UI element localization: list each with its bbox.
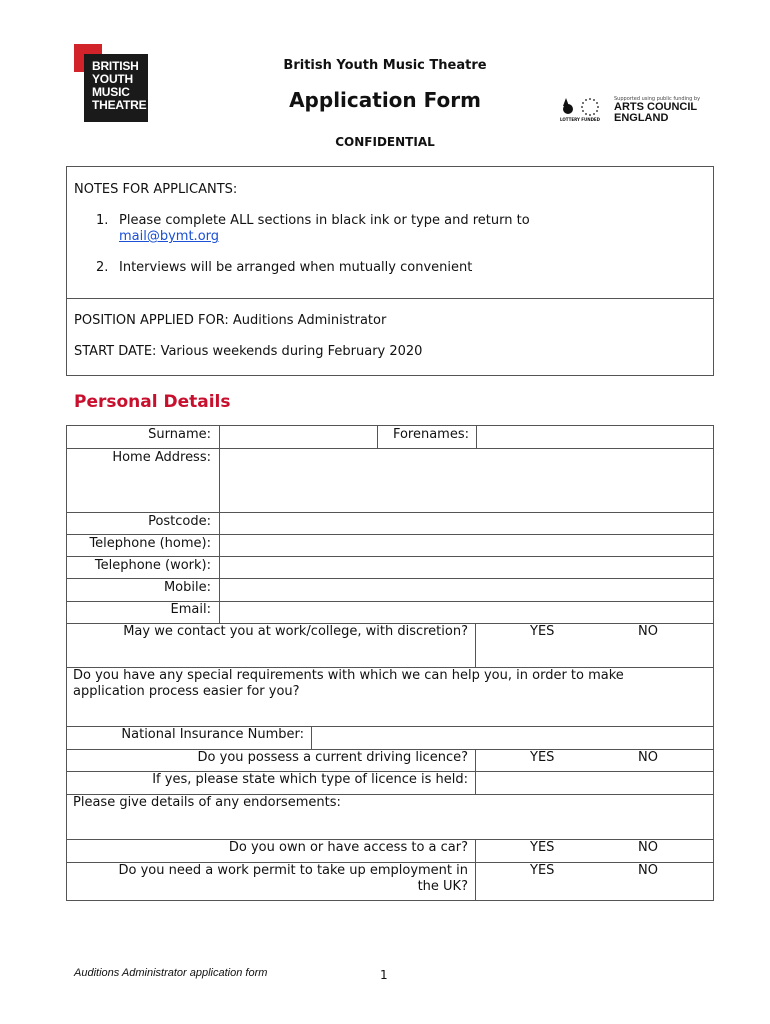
ni-number-label: National Insurance Number: bbox=[121, 727, 304, 742]
logo-line: MUSIC bbox=[92, 85, 130, 99]
page-title: Application Form bbox=[289, 88, 481, 112]
contact-work-question: May we contact you at work/college, with discretion? bbox=[123, 624, 468, 639]
licence-yes-option[interactable]: YES bbox=[530, 750, 555, 765]
contact-yes-option[interactable]: YES bbox=[530, 624, 555, 639]
work-permit-question-cont: the UK? bbox=[417, 879, 468, 894]
lottery-hand-icon bbox=[560, 95, 608, 117]
endorsements-input[interactable] bbox=[67, 815, 713, 839]
notes-divider bbox=[66, 298, 714, 299]
email-label: Email: bbox=[170, 602, 211, 617]
contact-no-option[interactable]: NO bbox=[638, 624, 658, 639]
notes-item-number: 1. bbox=[96, 213, 109, 228]
form-row-border bbox=[66, 900, 714, 901]
start-date: START DATE: Various weekends during February 2020 bbox=[74, 344, 423, 359]
work-permit-question: Do you need a work permit to take up employment in bbox=[118, 863, 468, 878]
notes-item-text: Interviews will be arranged when mutually convenient bbox=[119, 260, 473, 275]
surname-label: Surname: bbox=[148, 427, 211, 442]
postcode-input[interactable] bbox=[220, 513, 713, 534]
org-name: British Youth Music Theatre bbox=[283, 58, 487, 73]
ni-number-input[interactable] bbox=[312, 727, 713, 749]
licence-no-option[interactable]: NO bbox=[638, 750, 658, 765]
position-applied: POSITION APPLIED FOR: Auditions Administrator bbox=[74, 313, 387, 328]
car-yes-option[interactable]: YES bbox=[530, 840, 555, 855]
special-requirements-question: Do you have any special requirements with which we can help you, in order to make bbox=[73, 668, 624, 683]
arts-council-line2: ENGLAND bbox=[614, 112, 669, 124]
telephone-work-input[interactable] bbox=[220, 557, 713, 578]
forenames-label: Forenames: bbox=[392, 427, 469, 442]
special-requirements-question-cont: application process easier for you? bbox=[73, 684, 300, 699]
surname-input[interactable] bbox=[220, 426, 377, 448]
personal-details-form bbox=[66, 425, 714, 900]
telephone-work-label: Telephone (work): bbox=[94, 558, 211, 573]
driving-licence-question: Do you possess a current driving licence? bbox=[197, 750, 468, 765]
notes-heading: NOTES FOR APPLICANTS: bbox=[74, 182, 238, 197]
contact-email-link[interactable]: mail@bymt.org bbox=[119, 229, 220, 244]
lottery-label: LOTTERY FUNDED bbox=[560, 117, 600, 122]
car-access-question: Do you own or have access to a car? bbox=[228, 840, 468, 855]
forenames-input[interactable] bbox=[477, 426, 713, 448]
confidential-label: CONFIDENTIAL bbox=[335, 135, 435, 149]
telephone-home-label: Telephone (home): bbox=[89, 536, 211, 551]
footer-doc-name: Auditions Administrator application form bbox=[74, 967, 268, 979]
page-number: 1 bbox=[380, 968, 388, 982]
postcode-label: Postcode: bbox=[148, 514, 211, 529]
home-address-label: Home Address: bbox=[112, 450, 211, 465]
telephone-home-input[interactable] bbox=[220, 535, 713, 556]
permit-no-option[interactable]: NO bbox=[638, 863, 658, 878]
logo-line: THEATRE bbox=[92, 98, 147, 112]
form-col-border bbox=[475, 839, 476, 900]
section-title: Personal Details bbox=[74, 392, 231, 412]
mobile-input[interactable] bbox=[220, 579, 713, 601]
logo-line: YOUTH bbox=[92, 72, 134, 86]
licence-type-input[interactable] bbox=[476, 772, 713, 794]
home-address-input[interactable] bbox=[220, 449, 713, 512]
notes-item-text: Please complete ALL sections in black ink or type and return to bbox=[119, 213, 530, 228]
arts-council-line1: ARTS COUNCIL bbox=[614, 101, 698, 113]
notes-item-number: 2. bbox=[96, 260, 109, 275]
email-input[interactable] bbox=[220, 602, 713, 623]
licence-type-label: If yes, please state which type of licence is held: bbox=[152, 772, 468, 787]
form-col-border bbox=[713, 425, 714, 900]
permit-yes-option[interactable]: YES bbox=[530, 863, 555, 878]
arts-council-logo bbox=[614, 96, 704, 124]
mobile-label: Mobile: bbox=[163, 580, 211, 595]
endorsements-label: Please give details of any endorsements: bbox=[73, 795, 341, 810]
logo-line: BRITISH bbox=[92, 59, 139, 73]
arts-council-tagline: Supported using public funding by bbox=[614, 96, 701, 102]
car-no-option[interactable]: NO bbox=[638, 840, 658, 855]
lottery-logo bbox=[560, 95, 608, 125]
form-col-border bbox=[475, 623, 476, 667]
